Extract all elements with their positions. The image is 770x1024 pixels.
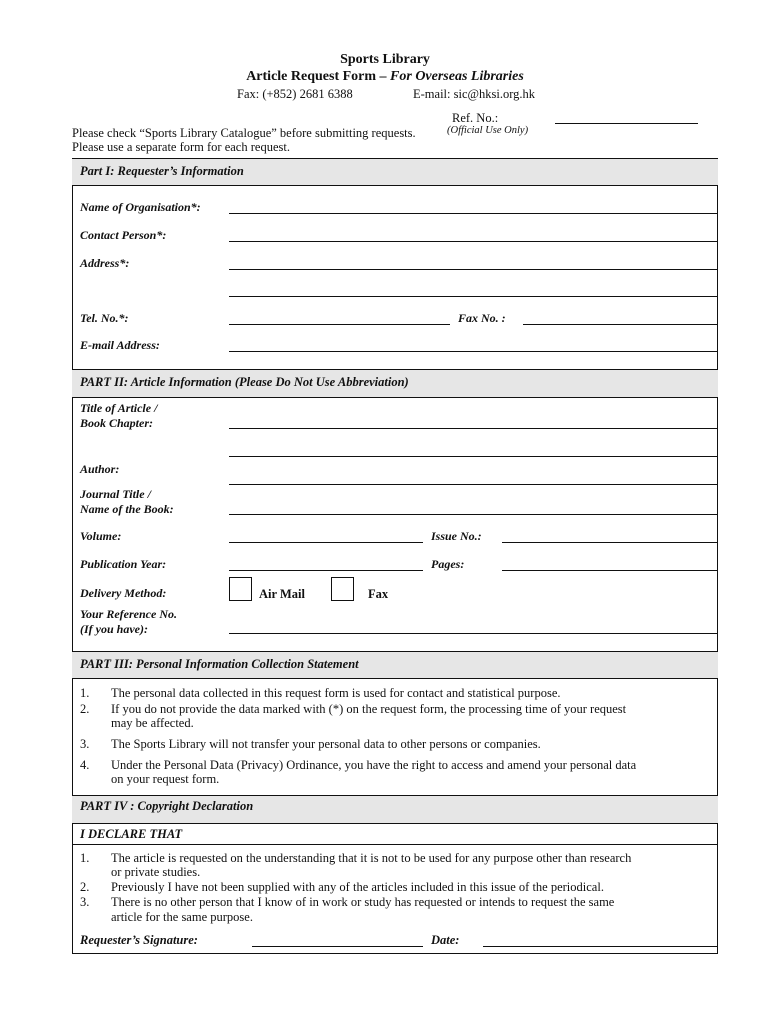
subtitle-italic: For Overseas Libraries: [390, 69, 524, 84]
issue-field[interactable]: [502, 542, 717, 543]
signature-field[interactable]: [252, 946, 423, 947]
email-address: E-mail: sic@hksi.org.hk: [413, 87, 536, 101]
article-title-label: [80, 401, 157, 431]
volume-field[interactable]: [229, 542, 423, 543]
tel-label: Tel. No.*:: [80, 311, 129, 325]
part3-item2-num: 2.: [80, 702, 90, 716]
part4-item3-text-line1: There is no other person that I know of in work or study has requested or intends to request the same: [111, 895, 615, 909]
your-ref-field[interactable]: [229, 633, 717, 634]
declare-divider: [72, 844, 718, 845]
fax-number: Fax: (+852) 2681 6388: [237, 87, 353, 101]
author-label: Author:: [80, 462, 120, 476]
part3-item2-text-line1: If you do not provide the data marked with (*) on the request form, the processing time of your request: [111, 702, 627, 716]
part4-item3-num: 3.: [80, 895, 90, 909]
address-label: Address*:: [80, 256, 130, 270]
article-title-field-line1[interactable]: [229, 428, 717, 429]
part4-item2-num: 2.: [80, 880, 90, 894]
part3-item3-text: The Sports Library will not transfer your personal data to other persons or companies.: [111, 737, 541, 751]
part3-item2-text-line2: may be affected.: [111, 716, 194, 730]
signature-label: Requester’s Signature:: [80, 933, 198, 947]
form-subtitle: [0, 69, 770, 85]
part4-item1-text-line2: or private studies.: [111, 865, 201, 879]
journal-title-label: [80, 487, 174, 517]
part4-heading: PART IV : Copyright Declaration: [72, 795, 718, 824]
your-ref-label: [80, 607, 177, 637]
your-ref-label-line1: Your Reference No.: [80, 607, 177, 621]
fax-field[interactable]: [523, 324, 717, 325]
organisation-field[interactable]: [229, 213, 717, 214]
ref-no-label: Ref. No.:: [452, 111, 499, 125]
issue-label: Issue No.:: [431, 529, 482, 543]
address-field-line1[interactable]: [229, 269, 717, 270]
author-field[interactable]: [229, 484, 717, 485]
address-field-line2[interactable]: [229, 296, 717, 297]
fax-option-label: Fax: [368, 587, 389, 601]
part3-item4-num: 4.: [80, 758, 90, 772]
part3-heading: PART III: Personal Information Collection Statement: [72, 651, 718, 679]
contact-person-field[interactable]: [229, 241, 717, 242]
contact-person-label: Contact Person*:: [80, 228, 167, 242]
volume-label: Volume:: [80, 529, 122, 543]
part3-item4-text-line1: Under the Personal Data (Privacy) Ordinance, you have the right to access and amend your personal data: [111, 758, 637, 772]
article-title-label-line2: Book Chapter:: [80, 416, 154, 430]
organisation-label: Name of Organisation*:: [80, 200, 201, 214]
catalogue-note: Please check “Sports Library Catalogue” before submitting requests.: [72, 126, 416, 140]
date-label: Date:: [431, 933, 460, 947]
part3-item4-text-line2: on your request form.: [111, 772, 220, 786]
subtitle-main: Article Request Form –: [246, 69, 387, 84]
pub-year-label: Publication Year:: [80, 557, 167, 571]
separate-form-note: Please use a separate form for each request.: [72, 140, 290, 154]
fax-label: Fax No. :: [458, 311, 506, 325]
air-mail-checkbox[interactable]: [229, 577, 252, 601]
part3-item3-num: 3.: [80, 737, 90, 751]
part2-heading: PART II: Article Information (Please Do Not Use Abbreviation): [72, 369, 718, 398]
part1-heading: Part I: Requester’s Information: [72, 158, 718, 186]
date-field[interactable]: [483, 946, 717, 947]
journal-title-label-line1: Journal Title /: [80, 487, 151, 501]
email-field[interactable]: [229, 351, 717, 352]
article-title-label-line1: Title of Article /: [80, 401, 158, 415]
part4-item3-text-line2: article for the same purpose.: [111, 910, 253, 924]
email-label: E-mail Address:: [80, 338, 160, 352]
air-mail-label: Air Mail: [259, 587, 305, 601]
fax-checkbox[interactable]: [331, 577, 354, 601]
part3-item1-num: 1.: [80, 686, 90, 700]
part4-item2-text: Previously I have not been supplied with any of the articles included in this issue of the periodical.: [111, 880, 604, 894]
pages-label: Pages:: [431, 557, 465, 571]
journal-title-label-line2: Name of the Book:: [80, 502, 174, 516]
pub-year-field[interactable]: [229, 570, 423, 571]
part4-item1-num: 1.: [80, 851, 90, 865]
part3-item1-text: The personal data collected in this request form is used for contact and statistical purpose.: [111, 686, 561, 700]
official-use-label: (Official Use Only): [447, 125, 529, 136]
pages-field[interactable]: [502, 570, 717, 571]
your-ref-label-line2: (If you have):: [80, 622, 148, 636]
delivery-method-label: Delivery Method:: [80, 586, 167, 600]
form-title: Sports Library: [340, 52, 430, 67]
part4-item1-text-line1: The article is requested on the understanding that it is not to be used for any purpose other than research: [111, 851, 632, 865]
ref-no-line[interactable]: [555, 123, 698, 124]
journal-title-field[interactable]: [229, 514, 717, 515]
declare-heading: I DECLARE THAT: [80, 827, 183, 841]
article-title-field-line2[interactable]: [229, 456, 717, 457]
tel-field[interactable]: [229, 324, 450, 325]
